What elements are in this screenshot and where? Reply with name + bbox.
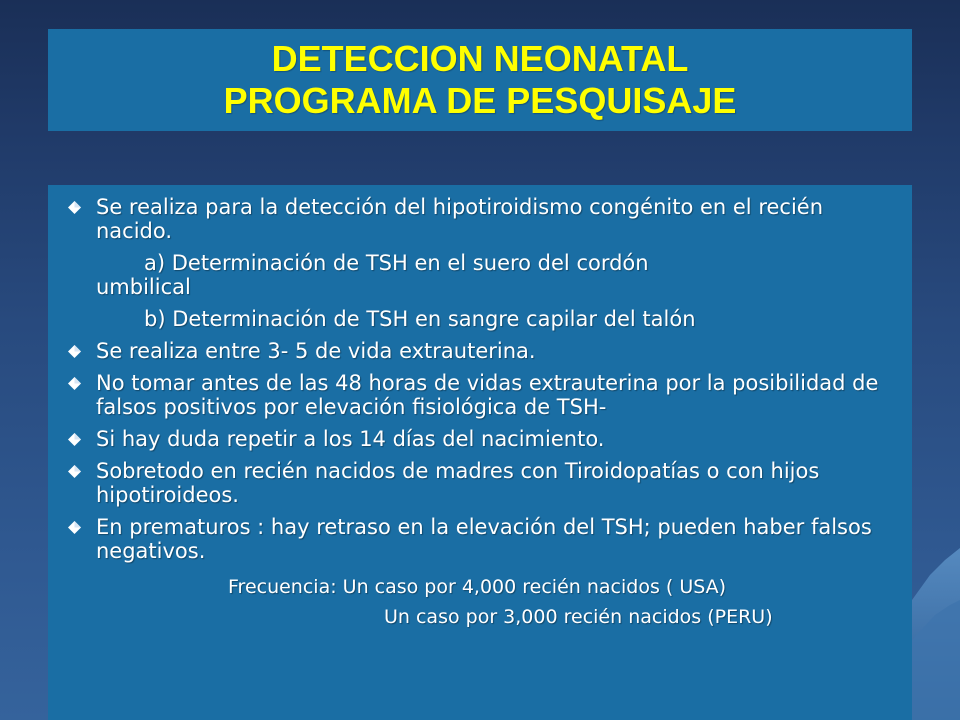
bullet-text: Si hay duda repetir a los 14 días del nacimiento.	[96, 427, 605, 451]
slide-title-line2: PROGRAMA DE PESQUISAJE	[223, 80, 737, 121]
diamond-bullet-icon	[68, 201, 81, 214]
bullet-text: En prematuros : hay retraso en la elevación del TSH; pueden haber falsos negativos.	[96, 515, 872, 563]
list-item	[60, 459, 898, 507]
diamond-bullet-icon	[68, 433, 81, 446]
sub-item	[60, 307, 898, 331]
frequency-usa: Frecuencia: Un caso por 4,000 recién nacidos ( USA)	[228, 576, 727, 598]
bullet-text: Se realiza entre 3- 5 de vida extrauterina.	[96, 339, 536, 363]
title-box	[48, 29, 912, 131]
sub-item-text: a) Determinación de TSH en el suero del cordón	[144, 251, 649, 275]
frequency-peru: Un caso por 3,000 recién nacidos (PERU)	[384, 606, 773, 628]
content-box	[48, 185, 912, 720]
bullet-text: Sobretodo en recién nacidos de madres con Tiroidopatías o con hijos hipotiroideos.	[96, 459, 820, 507]
sub-item-text: b) Determinación de TSH en sangre capilar del talón	[144, 307, 696, 331]
list-item	[60, 427, 898, 451]
slide-title-line1: DETECCION NEONATAL	[271, 38, 689, 79]
list-item	[60, 515, 898, 563]
list-item	[60, 339, 898, 363]
bullet-text: Se realiza para la detección del hipotiroidismo congénito en el recién nacido.	[96, 195, 824, 243]
diamond-bullet-icon	[68, 377, 81, 390]
diamond-bullet-icon	[68, 465, 81, 478]
diamond-bullet-icon	[68, 521, 81, 534]
diamond-bullet-icon	[68, 345, 81, 358]
bullet-text: No tomar antes de las 48 horas de vidas extrauterina por la posibilidad de falsos positivos por elevación fisiológica de TSH-	[96, 371, 879, 419]
sub-item	[60, 251, 898, 299]
sub-item-continuation: umbilical	[96, 275, 191, 299]
list-item	[60, 195, 898, 243]
list-item	[60, 371, 898, 419]
